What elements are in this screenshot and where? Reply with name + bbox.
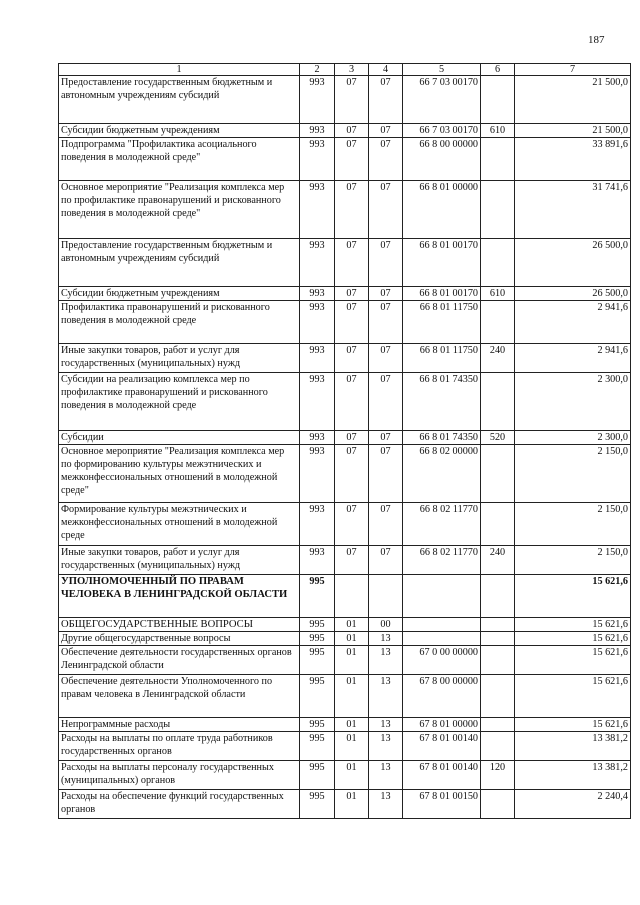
col-header-csr: 5 (403, 64, 481, 76)
row-name: УПОЛНОМОЧЕННЫЙ ПО ПРАВАМ ЧЕЛОВЕКА В ЛЕНИНГРАДСКОЙ ОБЛАСТИ (59, 575, 300, 618)
row-csr: 67 8 01 00000 (403, 718, 481, 732)
row-pr: 13 (369, 761, 403, 790)
row-vr (481, 718, 515, 732)
row-csr: 67 8 01 00150 (403, 790, 481, 819)
row-rz: 01 (335, 761, 369, 790)
row-ved: 993 (300, 445, 335, 503)
row-ved: 993 (300, 76, 335, 124)
row-name: Предоставление государственным бюджетным и автономным учреждениям субсидий (59, 76, 300, 124)
row-ved: 995 (300, 618, 335, 632)
row-name: Профилактика правонарушений и рискованного поведения в молодежной среде (59, 301, 300, 344)
row-rz: 07 (335, 239, 369, 287)
row-pr: 07 (369, 503, 403, 546)
col-header-name: 1 (59, 64, 300, 76)
header-row (59, 64, 631, 76)
row-vr: 610 (481, 124, 515, 138)
row-vr (481, 632, 515, 646)
row-name: Субсидии (59, 431, 300, 445)
row-csr: 67 8 01 00140 (403, 732, 481, 761)
row-ved: 995 (300, 632, 335, 646)
col-header-ved: 2 (300, 64, 335, 76)
row-vr: 520 (481, 431, 515, 445)
table-row (59, 239, 631, 287)
row-sum: 21 500,0 (515, 124, 631, 138)
table-row (59, 287, 631, 301)
row-sum: 2 300,0 (515, 373, 631, 431)
row-ved: 995 (300, 790, 335, 819)
row-name: ОБЩЕГОСУДАРСТВЕННЫЕ ВОПРОСЫ (59, 618, 300, 632)
row-pr: 07 (369, 138, 403, 181)
table-row (59, 632, 631, 646)
row-pr: 07 (369, 546, 403, 575)
page-number: 187 (588, 34, 605, 46)
row-rz: 07 (335, 546, 369, 575)
budget-table (58, 63, 631, 819)
row-name: Основное мероприятие "Реализация комплекса мер по формированию культуры межэтнических и межконфессиональных отношений в молодежной среде" (59, 445, 300, 503)
row-sum: 15 621,6 (515, 675, 631, 718)
row-csr: 66 8 02 11770 (403, 503, 481, 546)
row-csr: 66 8 01 74350 (403, 431, 481, 445)
row-csr: 67 8 00 00000 (403, 675, 481, 718)
table-row (59, 675, 631, 718)
table-row (59, 646, 631, 675)
row-pr: 07 (369, 431, 403, 445)
row-name: Подпрограмма "Профилактика асоциального поведения в молодежной среде" (59, 138, 300, 181)
row-vr (481, 373, 515, 431)
row-ved: 995 (300, 761, 335, 790)
row-name: Другие общегосударственные вопросы (59, 632, 300, 646)
table-row (59, 124, 631, 138)
table-row (59, 503, 631, 546)
table-row (59, 732, 631, 761)
row-csr: 66 8 01 11750 (403, 344, 481, 373)
table-row (59, 301, 631, 344)
row-sum: 15 621,6 (515, 646, 631, 675)
row-pr: 07 (369, 181, 403, 239)
row-csr: 66 7 03 00170 (403, 76, 481, 124)
row-sum: 13 381,2 (515, 732, 631, 761)
row-pr: 07 (369, 124, 403, 138)
row-rz: 07 (335, 431, 369, 445)
row-pr: 07 (369, 344, 403, 373)
row-sum: 2 941,6 (515, 301, 631, 344)
row-csr: 66 8 02 11770 (403, 546, 481, 575)
row-name: Иные закупки товаров, работ и услуг для государственных (муниципальных) нужд (59, 344, 300, 373)
row-csr: 66 7 03 00170 (403, 124, 481, 138)
row-pr: 07 (369, 445, 403, 503)
row-name: Обеспечение деятельности Уполномоченного по правам человека в Ленинградской области (59, 675, 300, 718)
row-name: Субсидии бюджетным учреждениям (59, 124, 300, 138)
row-ved: 995 (300, 675, 335, 718)
row-csr (403, 632, 481, 646)
row-pr: 07 (369, 373, 403, 431)
row-rz: 07 (335, 181, 369, 239)
row-name: Расходы на обеспечение функций государственных органов (59, 790, 300, 819)
row-sum: 15 621,6 (515, 618, 631, 632)
row-rz: 07 (335, 344, 369, 373)
row-csr: 66 8 01 74350 (403, 373, 481, 431)
row-rz: 07 (335, 301, 369, 344)
row-pr: 07 (369, 301, 403, 344)
row-pr: 13 (369, 632, 403, 646)
table-row (59, 618, 631, 632)
row-name: Основное мероприятие "Реализация комплекса мер по профилактике правонарушений и рискованного поведения в молодежной среде" (59, 181, 300, 239)
row-rz: 01 (335, 675, 369, 718)
row-vr (481, 503, 515, 546)
row-ved: 993 (300, 287, 335, 301)
table-row (59, 790, 631, 819)
row-csr: 66 8 00 00000 (403, 138, 481, 181)
row-sum: 2 941,6 (515, 344, 631, 373)
row-name: Непрограммные расходы (59, 718, 300, 732)
table-row (59, 344, 631, 373)
row-vr (481, 575, 515, 618)
row-pr: 13 (369, 790, 403, 819)
table-row (59, 718, 631, 732)
row-ved: 995 (300, 718, 335, 732)
table-row (59, 181, 631, 239)
row-rz: 07 (335, 76, 369, 124)
row-pr (369, 575, 403, 618)
row-vr: 610 (481, 287, 515, 301)
row-ved: 995 (300, 575, 335, 618)
row-vr (481, 181, 515, 239)
col-header-sum: 7 (515, 64, 631, 76)
table-row (59, 76, 631, 124)
row-sum: 15 621,6 (515, 632, 631, 646)
row-csr: 66 8 01 00170 (403, 239, 481, 287)
row-name: Расходы на выплаты по оплате труда работников государственных органов (59, 732, 300, 761)
row-csr: 66 8 01 00170 (403, 287, 481, 301)
row-name: Субсидии бюджетным учреждениям (59, 287, 300, 301)
row-csr: 67 0 00 00000 (403, 646, 481, 675)
row-ved: 993 (300, 181, 335, 239)
row-pr: 13 (369, 675, 403, 718)
table-row (59, 138, 631, 181)
table-row (59, 445, 631, 503)
row-rz: 01 (335, 618, 369, 632)
table-row (59, 431, 631, 445)
row-name: Обеспечение деятельности государственных органов Ленинградской области (59, 646, 300, 675)
row-sum: 2 150,0 (515, 503, 631, 546)
row-ved: 995 (300, 646, 335, 675)
row-rz: 01 (335, 732, 369, 761)
row-sum: 26 500,0 (515, 239, 631, 287)
row-ved: 993 (300, 239, 335, 287)
row-rz: 07 (335, 503, 369, 546)
row-name: Иные закупки товаров, работ и услуг для государственных (муниципальных) нужд (59, 546, 300, 575)
col-header-pr: 4 (369, 64, 403, 76)
row-rz: 07 (335, 373, 369, 431)
row-sum: 2 300,0 (515, 431, 631, 445)
row-vr (481, 646, 515, 675)
row-ved: 995 (300, 732, 335, 761)
row-pr: 13 (369, 718, 403, 732)
row-vr (481, 138, 515, 181)
row-csr: 66 8 02 00000 (403, 445, 481, 503)
row-vr (481, 618, 515, 632)
row-pr: 07 (369, 287, 403, 301)
row-rz (335, 575, 369, 618)
row-sum: 33 891,6 (515, 138, 631, 181)
row-rz: 07 (335, 124, 369, 138)
row-csr: 66 8 01 11750 (403, 301, 481, 344)
row-vr (481, 732, 515, 761)
row-sum: 21 500,0 (515, 76, 631, 124)
row-pr: 13 (369, 732, 403, 761)
table-row (59, 575, 631, 618)
row-csr: 66 8 01 00000 (403, 181, 481, 239)
row-vr (481, 239, 515, 287)
table-row (59, 761, 631, 790)
row-ved: 993 (300, 301, 335, 344)
row-rz: 01 (335, 632, 369, 646)
row-rz: 01 (335, 646, 369, 675)
row-sum: 15 621,6 (515, 718, 631, 732)
row-csr (403, 618, 481, 632)
row-vr (481, 790, 515, 819)
row-csr (403, 575, 481, 618)
row-rz: 01 (335, 718, 369, 732)
row-pr: 13 (369, 646, 403, 675)
row-ved: 993 (300, 431, 335, 445)
row-rz: 07 (335, 287, 369, 301)
row-ved: 993 (300, 124, 335, 138)
col-header-vr: 6 (481, 64, 515, 76)
row-pr: 07 (369, 76, 403, 124)
row-rz: 07 (335, 138, 369, 181)
row-name: Субсидии на реализацию комплекса мер по профилактике правонарушений и рискованного поведения в молодежной среде (59, 373, 300, 431)
row-rz: 07 (335, 445, 369, 503)
row-ved: 993 (300, 138, 335, 181)
row-sum: 31 741,6 (515, 181, 631, 239)
row-vr (481, 675, 515, 718)
table-row (59, 373, 631, 431)
row-vr (481, 445, 515, 503)
row-ved: 993 (300, 503, 335, 546)
row-ved: 993 (300, 546, 335, 575)
row-sum: 2 150,0 (515, 546, 631, 575)
row-ved: 993 (300, 373, 335, 431)
row-pr: 00 (369, 618, 403, 632)
row-name: Предоставление государственным бюджетным и автономным учреждениям субсидий (59, 239, 300, 287)
row-name: Расходы на выплаты персоналу государственных (муниципальных) органов (59, 761, 300, 790)
row-vr (481, 301, 515, 344)
row-vr (481, 76, 515, 124)
row-rz: 01 (335, 790, 369, 819)
row-vr: 240 (481, 344, 515, 373)
row-sum: 2 150,0 (515, 445, 631, 503)
table-row (59, 546, 631, 575)
row-sum: 13 381,2 (515, 761, 631, 790)
row-sum: 15 621,6 (515, 575, 631, 618)
row-sum: 2 240,4 (515, 790, 631, 819)
row-csr: 67 8 01 00140 (403, 761, 481, 790)
row-sum: 26 500,0 (515, 287, 631, 301)
col-header-rz: 3 (335, 64, 369, 76)
row-pr: 07 (369, 239, 403, 287)
row-vr: 120 (481, 761, 515, 790)
row-vr: 240 (481, 546, 515, 575)
row-ved: 993 (300, 344, 335, 373)
row-name: Формирование культуры межэтнических и межконфессиональных отношений в молодежной среде (59, 503, 300, 546)
